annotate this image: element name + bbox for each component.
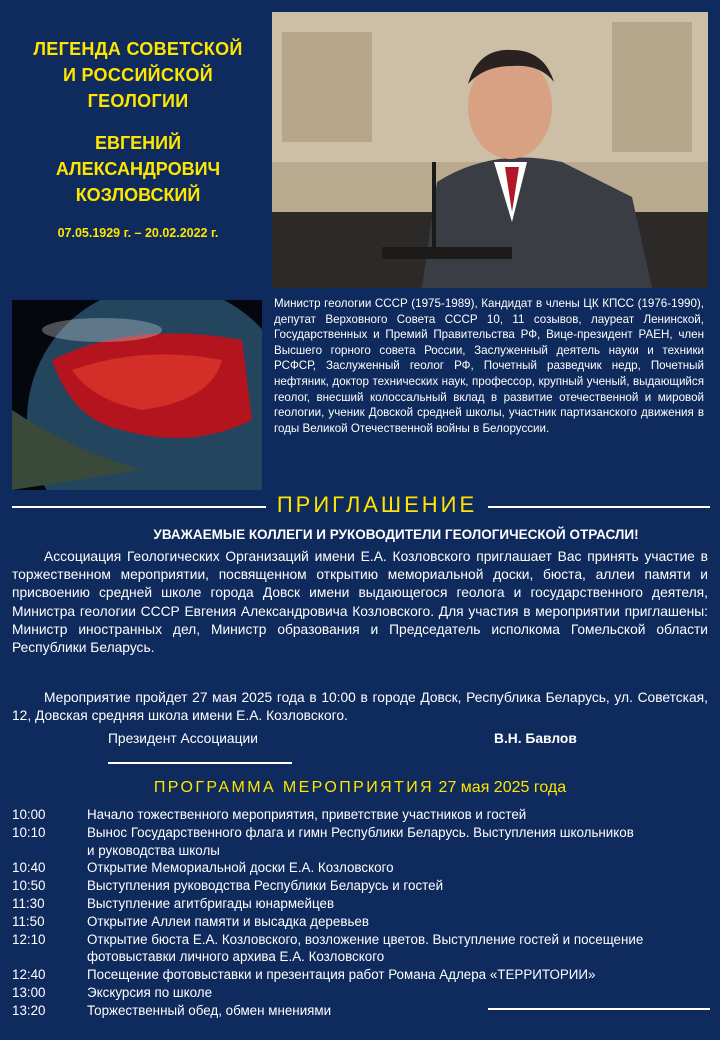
title-line: ЛЕГЕНДА СОВЕТСКОЙ: [33, 39, 243, 59]
name-line: ЕВГЕНИЙ: [94, 133, 182, 153]
invitation-header: [0, 494, 720, 520]
schedule-event: Начало тожественного мероприятия, приветствие участников и гостей: [87, 807, 527, 822]
schedule-time: 12:40: [12, 967, 46, 983]
program-title: [0, 779, 720, 797]
schedule-row: [12, 966, 712, 984]
schedule-event: Открытие бюста Е.А. Козловского, возложение цветов. Выступление гостей и посещение фотовыставки личного архива Е.А. Козловского: [87, 931, 644, 965]
life-dates: 07.05.1929 г. – 20.02.2022 г.: [57, 226, 219, 240]
name-line: АЛЕКСАНДРОВИЧ: [55, 159, 221, 179]
greeting: [0, 527, 720, 542]
schedule-time: 10:10: [12, 824, 46, 840]
schedule-event: Выступления руководства Республики Беларусь и гостей: [87, 878, 444, 894]
schedule-event: Выступление агитбригады юнармейцев: [87, 895, 335, 911]
schedule-event: Экскурсия по школе: [87, 984, 213, 1000]
schedule-row: [12, 1002, 712, 1020]
schedule-row: [12, 913, 712, 931]
signature-role: Президент Ассоциации: [108, 731, 258, 746]
schedule-row: [12, 806, 712, 824]
invitation-title: ПРИГЛАШЕНИЕ: [276, 492, 478, 517]
globe-image: [12, 300, 262, 490]
schedule-row: [12, 877, 712, 895]
schedule-row: [12, 859, 712, 877]
divider-line: [488, 506, 710, 508]
biography-text: Министр геологии СССР (1975-1989), Кандидат в члены ЦК КПСС (1976-1990), депутат Верховного Совета СССР 10, 11 созывов, лауреат Ленинской, Государственных и Премий Правительства РФ, Вице-президент РАЕН, член Высшего горного совета России, Заслуженный деятель науки и техники РСФСР, Заслуженный геолог РФ, Почетный разведчик недр, Почетный нефтяник, доктор технических наук, профессор, крупный ученый, выдающийся геолог, внесший колоссальный вклад в развитие отечественной и мировой геологии, ученик Довской средней школы, участник партизанского движения в годы Великой Отечественной войны в Белоруссии.: [274, 297, 704, 435]
portrait-photo: [272, 12, 708, 288]
program-date: 27 мая 2025 года: [438, 779, 567, 796]
signature-name: В.Н. Бавлов: [494, 731, 577, 746]
divider-line: [108, 762, 292, 764]
schedule-time: 13:00: [12, 984, 46, 1000]
schedule-row: [12, 824, 712, 860]
schedule-time: 11:50: [12, 913, 45, 929]
schedule-time: 13:20: [12, 1002, 46, 1018]
schedule-row: [12, 984, 712, 1002]
schedule-event: Посещение фотовыставки и презентация работ Романа Адлера «ТЕРРИТОРИИ»: [87, 967, 596, 983]
schedule-time: 12:10: [12, 931, 46, 947]
divider-line: [12, 506, 266, 508]
schedule-row: [12, 895, 712, 913]
program-title-text: ПРОГРАММА МЕРОПРИЯТИЯ: [153, 779, 435, 796]
title-block: [18, 36, 258, 240]
divider-line: [488, 1008, 710, 1010]
title-line: ГЕОЛОГИИ: [87, 91, 189, 111]
name-line: КОЗЛОВСКИЙ: [75, 185, 201, 205]
schedule-time: 10:40: [12, 860, 46, 876]
schedule-time: 10:50: [12, 878, 46, 894]
schedule-row: [12, 931, 712, 967]
invitation-paragraph: Ассоциация Геологических Организаций имени Е.А. Козловского приглашает Вас принять участие в торжественном мероприятии, посвященном открытию мемориальной доски, бюста, аллеи памяти и присвоению средней школе города Довск имени выдающегося геолога и государственного деятеля, Министра геологии СССР Евгения Александровича Козловского. Для участия в мероприятии приглашены: Министр иностранных дел, Министр образования и Председатель исполкома Гомельской области Республики Беларусь.: [12, 549, 708, 656]
schedule-time: 10:00: [12, 807, 46, 822]
title-line: И РОССИЙСКОЙ: [62, 65, 214, 85]
schedule-event: Торжественный обед, обмен мнениями: [87, 1002, 332, 1018]
schedule-time: 11:30: [12, 895, 45, 911]
schedule-event: Открытие Мемориальной доски Е.А. Козловского: [87, 860, 394, 876]
event-details-paragraph: Мероприятие пройдет 27 мая 2025 года в 10:00 в городе Довск, Республика Беларусь, ул. Советская, 12, Довская средняя школа имени Е.А. Козловского.: [12, 690, 708, 724]
greeting-text: УВАЖАЕМЫЕ КОЛЛЕГИ И РУКОВОДИТЕЛИ ГЕОЛОГИЧЕСКОЙ ОТРАСЛИ!: [153, 527, 639, 542]
program-schedule: [12, 806, 712, 1020]
schedule-event: Вынос Государственного флага и гимн Республики Беларусь. Выступления школьников и руководства школы: [87, 824, 634, 858]
schedule-event: Открытие Аллеи памяти и высадка деревьев: [87, 913, 369, 929]
